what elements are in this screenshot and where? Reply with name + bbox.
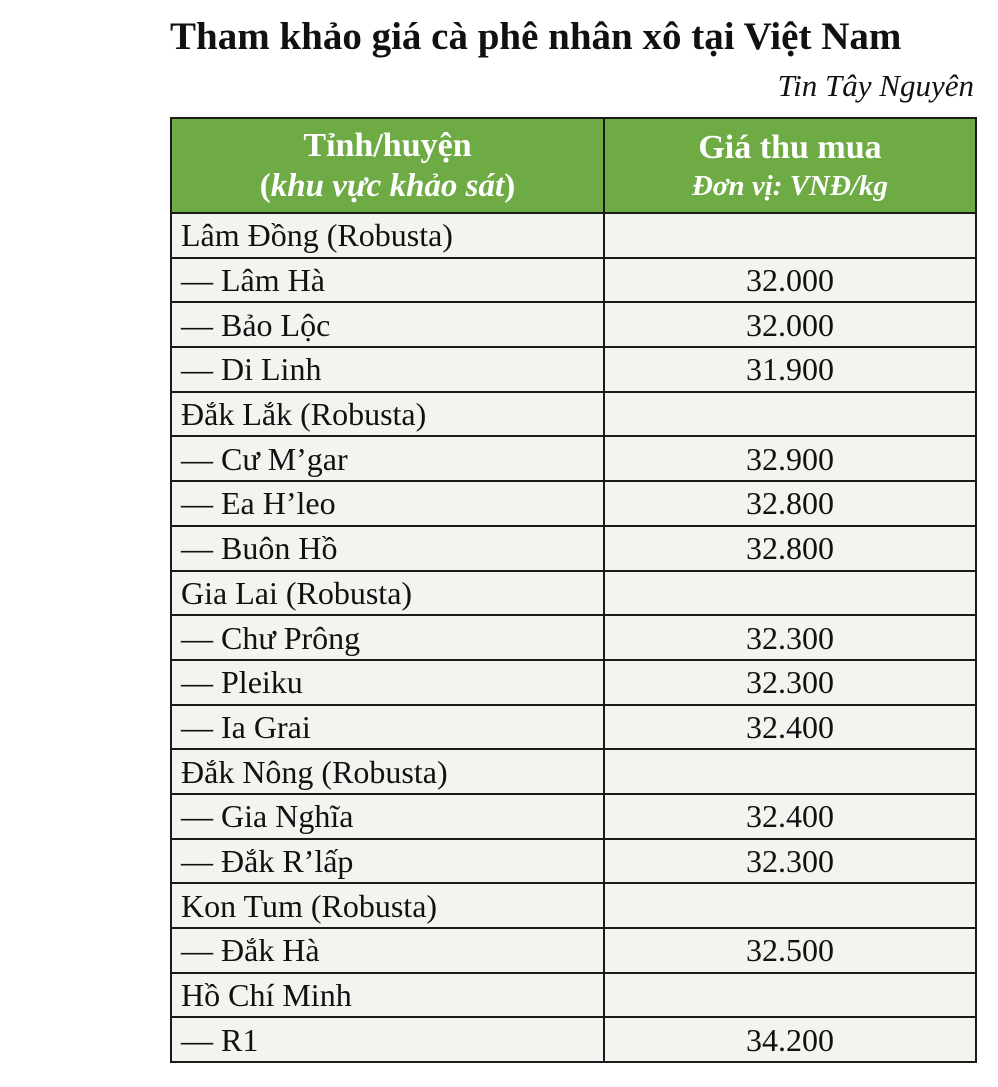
- region-header-note-text: khu vực khảo sát: [270, 167, 505, 204]
- table-row: [171, 1017, 976, 1062]
- table-row: [171, 883, 976, 928]
- price-cell: 32.000: [604, 302, 976, 347]
- region-cell: — Chư Prông: [171, 615, 604, 660]
- region-cell: — Di Linh: [171, 347, 604, 392]
- price-cell: 32.800: [604, 526, 976, 571]
- table-row: [171, 392, 976, 437]
- table-row: [171, 928, 976, 973]
- region-header-label: Tỉnh/huyện: [303, 126, 472, 164]
- region-header-note: (khu vực khảo sát): [259, 167, 516, 204]
- region-cell: — Bảo Lộc: [171, 302, 604, 347]
- table-row: [171, 436, 976, 481]
- region-cell: — Ea H’leo: [171, 481, 604, 526]
- price-cell: 32.300: [604, 839, 976, 884]
- region-cell: Kon Tum (Robusta): [171, 883, 604, 928]
- price-cell: [604, 749, 976, 794]
- table-row: [171, 347, 976, 392]
- region-cell: — Ia Grai: [171, 705, 604, 750]
- price-cell: 32.400: [604, 705, 976, 750]
- region-cell: — R1: [171, 1017, 604, 1062]
- price-cell: 34.200: [604, 1017, 976, 1062]
- region-cell: — Đắk R’lấp: [171, 839, 604, 884]
- price-cell: [604, 883, 976, 928]
- table-row: [171, 481, 976, 526]
- region-cell: Đắk Nông (Robusta): [171, 749, 604, 794]
- region-cell: — Đắk Hà: [171, 928, 604, 973]
- region-cell: Lâm Đồng (Robusta): [171, 213, 604, 258]
- price-cell: 32.000: [604, 258, 976, 303]
- price-cell: [604, 392, 976, 437]
- source-label: Tin Tây Nguyên: [777, 68, 974, 103]
- region-cell: — Pleiku: [171, 660, 604, 705]
- price-cell: 31.900: [604, 347, 976, 392]
- table-row: [171, 794, 976, 839]
- title-text: Tham khảo giá cà phê nhân xô tại Việt Nam: [170, 15, 902, 58]
- price-cell: 32.400: [604, 794, 976, 839]
- region-cell: — Lâm Hà: [171, 258, 604, 303]
- price-cell: 32.900: [604, 436, 976, 481]
- price-cell: 32.300: [604, 660, 976, 705]
- region-cell: Đắk Lắk (Robusta): [171, 392, 604, 437]
- table-row: [171, 839, 976, 884]
- region-cell: Hồ Chí Minh: [171, 973, 604, 1018]
- price-header-unit: Đơn vị: VNĐ/kg: [691, 169, 888, 202]
- price-cell: 32.500: [604, 928, 976, 973]
- table-row: [171, 973, 976, 1018]
- price-table: [170, 117, 977, 1063]
- column-header-price: [604, 118, 976, 213]
- region-cell: — Gia Nghĩa: [171, 794, 604, 839]
- table-body: [171, 213, 976, 1062]
- table-row: [171, 258, 976, 303]
- table-row: [171, 213, 976, 258]
- region-cell: — Cư M’gar: [171, 436, 604, 481]
- column-header-region: [171, 118, 604, 213]
- table-row: [171, 526, 976, 571]
- table-row: [171, 302, 976, 347]
- price-cell: [604, 213, 976, 258]
- table-header-row: [171, 118, 976, 213]
- price-cell: 32.300: [604, 615, 976, 660]
- table-row: [171, 571, 976, 616]
- page-title: [0, 14, 998, 59]
- price-header-label: Giá thu mua: [698, 128, 882, 166]
- region-cell: Gia Lai (Robusta): [171, 571, 604, 616]
- table-row: [171, 705, 976, 750]
- table-row: [171, 660, 976, 705]
- table-row: [171, 749, 976, 794]
- price-cell: 32.800: [604, 481, 976, 526]
- region-cell: — Buôn Hồ: [171, 526, 604, 571]
- price-cell: [604, 571, 976, 616]
- table-row: [171, 615, 976, 660]
- price-cell: [604, 973, 976, 1018]
